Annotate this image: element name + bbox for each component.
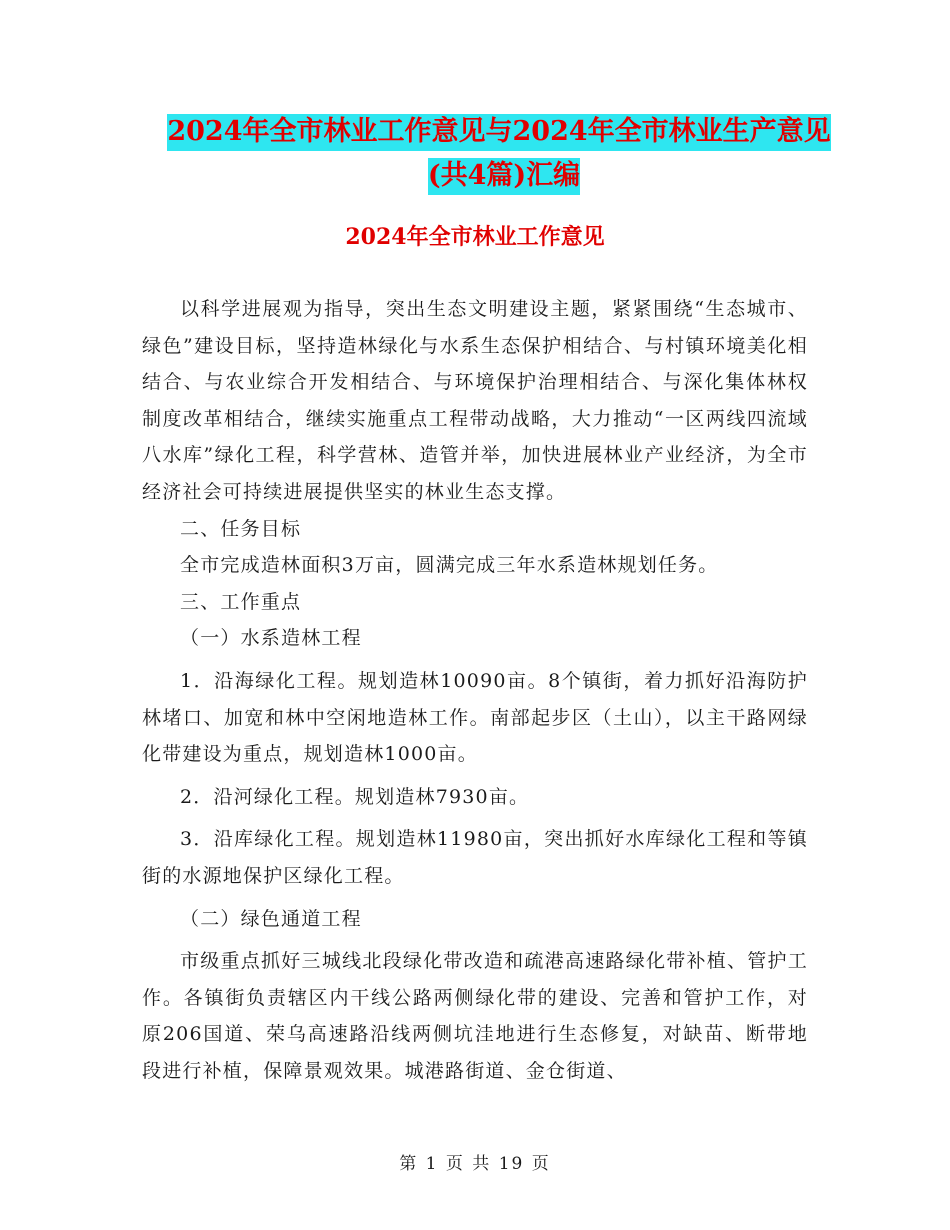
paragraph-item-coastal: 1．沿海绿化工程。规划造林10090亩。8个镇街，着力抓好沿海防护林堵口、加宽和林中空闲地造林工作。南部起步区（土山），以主干路网绿化带建设为重点，规划造林1000亩。 [142,669,808,766]
paragraph-heading-task-goals: 二、任务目标 [180,517,302,540]
document-title-line-2 [0,156,950,196]
body-text [142,291,808,1089]
title-highlight-1: 2024年全市林业工作意见与2024年全市林业生产意见 [167,114,830,151]
document-title-line-1 [0,112,950,152]
section-heading: 2024年全市林业工作意见 [345,224,605,250]
paragraph-heading-work-focus: 三、工作重点 [180,590,302,613]
paragraph-subheading-green-corridor: （二）绿色通道工程 [180,907,362,930]
page-footer: 第 1 页 共 19 页 [399,1154,551,1174]
paragraph-task-goals: 全市完成造林面积3万亩，圆满完成三年水系造林规划任务。 [180,554,719,577]
paragraph-green-corridor: 市级重点抓好三城线北段绿化带改造和疏港高速路绿化带补植、管护工作。各镇街负责辖区内干线公路两侧绿化带的建设、完善和管护工作，对原206国道、荣乌高速路沿线两侧坑洼地进行生态修复，对缺苗、断带地段进行补植，保障景观效果。城港路街道、金仓街道、 [142,950,808,1082]
paragraph-intro: 以科学进展观为指导，突出生态文明建设主题，紧紧围绕“生态城市、绿色”建设目标，坚持造林绿化与水系生态保护相结合、与村镇环境美化相结合、与农业综合开发相结合、与环境保护治理相结合、与深化集体林权制度改革相结合，继续实施重点工程带动战略，大力推动“一区两线四流域八水库”绿化工程，科学营林、造管并举，加快进展林业产业经济，为全市经济社会可持续进展提供坚实的林业生态支撑。 [142,298,808,503]
paragraph-item-reservoir: 3．沿库绿化工程。规划造林11980亩，突出抓好水库绿化工程和等镇街的水源地保护区绿化工程。 [142,828,808,887]
title-highlight-2: (共4篇)汇编 [428,158,580,195]
paragraph-item-river: 2．沿河绿化工程。规划造林7930亩。 [180,785,530,808]
paragraph-subheading-water-system: （一）水系造林工程 [180,627,362,650]
